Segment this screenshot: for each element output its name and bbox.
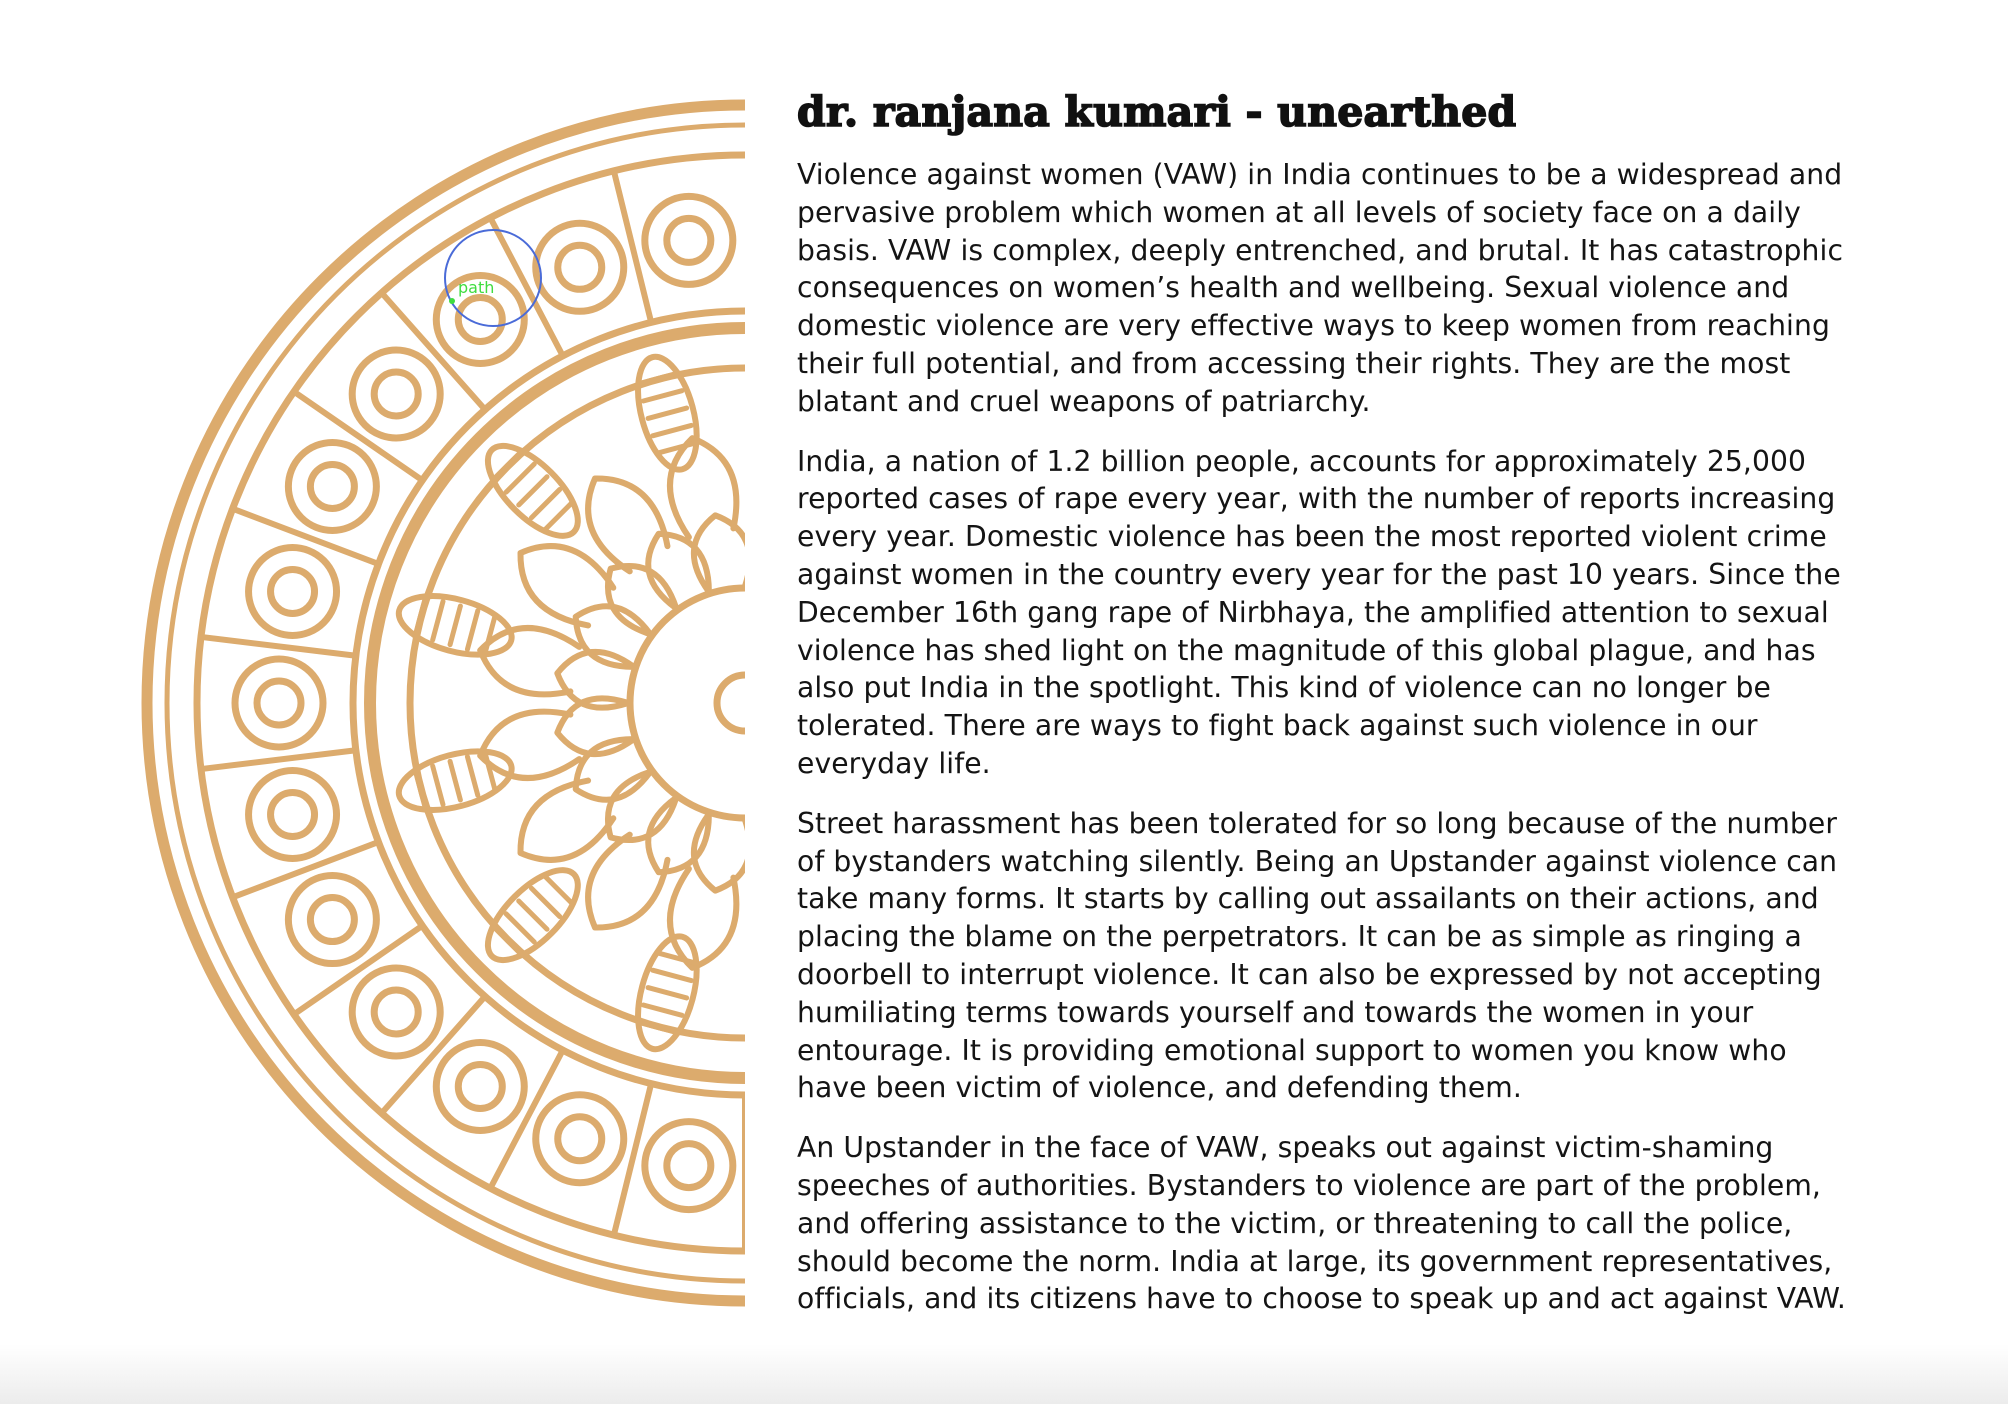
paragraph-4: An Upstander in the face of VAW, speaks out against victim-shaming speeches of authorities. Bystanders to violence are part of the problem, and offering assistance to the victim, or threatening to call the police, should become the norm. India at large, its government representatives, officials, and its citizens have to choose to speak up and act against VAW. — [797, 1131, 1846, 1316]
lotus-core-ring — [630, 588, 780, 818]
article-title: dr. ranjana kumari - unearthed — [797, 88, 1517, 136]
bead-inner — [310, 898, 354, 942]
leaf-stripe — [485, 752, 495, 791]
lotus-petal — [588, 835, 667, 928]
bead-inner — [458, 297, 502, 341]
window-bottom-shade — [0, 1344, 2008, 1404]
article — [797, 82, 1857, 1340]
bead-divider — [201, 637, 353, 655]
paragraph-2: India, a nation of 1.2 billion people, accounts for approximately 25,000 reported cases of rape every year, with the number of reports increasing every year. Domestic violence has been the most reported violent crime against women in the country every year for the past 10 years. Since the December 16th gang rape of Nirbhaya, the amplified attention to sexual violence has shed light on the magnitude of this global plague, and has also put India in the spotlight. This kind of violence can no longer be tolerated. There are ways to fight back against such violence in our everyday life. — [797, 444, 1841, 780]
bead-outer — [536, 223, 624, 311]
bead-inner — [271, 569, 315, 613]
bead-outer — [249, 771, 337, 859]
lotus-petal — [588, 478, 667, 571]
paragraph-3: Street harassment has been tolerated for so long because of the number of bystanders watching silently. Being an Upstander against violence can take many forms. It starts by calling out assailants on their actions, and placing the blame on the perpetrators. It can be as simple as ringing a doorbell to interrupt violence. It can also be expressed by not accepting humiliating terms towards yourself and towards the women in your entourage. It is providing emotional support to women you know who have been victim of violence, and defending them. — [797, 806, 1838, 1105]
leaf-stripe — [544, 502, 572, 530]
leaf-stripe — [657, 953, 696, 963]
paragraph-1: Violence against women (VAW) in India continues to be a widespread and pervasive problem which women at all levels of society face on a daily basis. VAW is complex, deeply entrenched, and brutal. It has catastrophic consequences on women’s health and wellbeing. Sexual violence and domestic violence are very effective ways to keep women from reaching their full potential, and from accessing their rights. They are the most blatant and cruel weapons of patriarchy. — [797, 158, 1844, 418]
bead-inner — [257, 681, 301, 725]
selection-anchor[interactable] — [449, 298, 455, 304]
leaf-stripe — [544, 876, 572, 904]
lotus-core-center — [717, 675, 773, 731]
leaf-stripe — [433, 601, 443, 640]
leaf-stripe — [653, 970, 692, 980]
bead-outer — [536, 1095, 624, 1183]
bead-inner — [374, 372, 418, 416]
bead-outer — [288, 442, 376, 530]
bead-outer — [235, 659, 323, 747]
leaf-stripe — [531, 888, 559, 916]
half-mandala-illustration — [0, 0, 780, 1404]
bead-inner — [667, 1144, 711, 1188]
leaf-stripe — [450, 606, 460, 645]
bead-inner — [310, 464, 354, 508]
lotus-petal — [520, 546, 613, 625]
bead-divider — [201, 751, 353, 769]
leaf-stripe — [657, 443, 696, 453]
bead-outer — [436, 1043, 524, 1131]
bead-outer — [352, 350, 440, 438]
leaf-stripe — [485, 615, 495, 654]
inner-ring-2 — [410, 368, 780, 1038]
bead-outer — [249, 547, 337, 635]
bead-inner — [558, 245, 602, 289]
lotus-petal — [520, 781, 613, 860]
bead-outer — [645, 196, 733, 284]
leaf-stripe — [433, 766, 443, 805]
bead-inner — [374, 990, 418, 1034]
leaf-stripe — [648, 408, 687, 418]
bead-inner — [667, 218, 711, 262]
leaf-stripe — [450, 761, 460, 800]
bead-outer — [288, 876, 376, 964]
leaf — [473, 431, 592, 550]
leaf-stripe — [519, 901, 547, 929]
bead-inner — [558, 1117, 602, 1161]
leaf-stripe — [467, 611, 477, 650]
bead-outer — [645, 1122, 733, 1210]
leaf-stripe — [493, 926, 521, 954]
leaf-stripe — [653, 425, 692, 435]
leaf-stripe — [467, 757, 477, 796]
bead-outer — [352, 968, 440, 1056]
leaf-stripe — [648, 988, 687, 998]
leaf-stripe — [519, 477, 547, 505]
leaf-stripe — [531, 489, 559, 517]
leaf-stripe — [493, 451, 521, 479]
leaf-stripe — [643, 391, 682, 401]
bead-inner — [458, 1065, 502, 1109]
leaf — [473, 856, 592, 975]
selection-label: path — [458, 278, 495, 297]
bead-inner — [271, 793, 315, 837]
leaf-stripe — [643, 1005, 682, 1015]
